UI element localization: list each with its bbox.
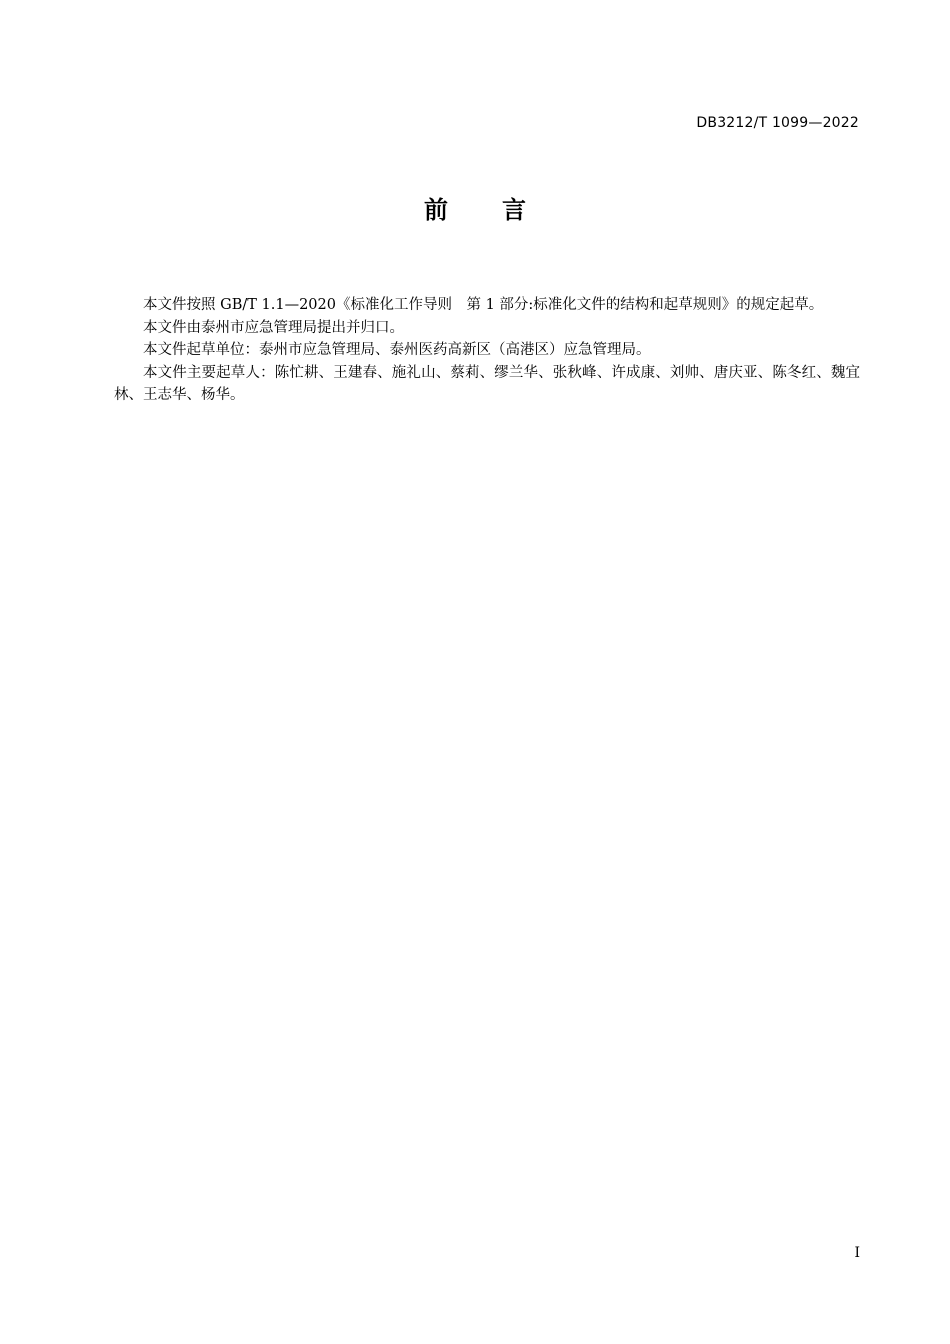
standard-code: DB3212/T 1099—2022	[696, 115, 859, 131]
preface-body	[114, 294, 860, 407]
preface-paragraph-drafting-rules: 本文件按照 GB/T 1.1—2020《标准化工作导则 第 1 部分:标准化文件的结构和起草规则》的规定起草。	[143, 297, 824, 313]
preface-paragraph-proposer: 本文件由泰州市应急管理局提出并归口。	[143, 319, 404, 336]
title-part-2: 言	[502, 196, 526, 224]
page-title	[0, 194, 950, 226]
page-number: I	[854, 1245, 860, 1261]
preface-paragraph-drafters: 本文件主要起草人：陈忙耕、王建春、施礼山、蔡莉、缪兰华、张秋峰、许成康、刘帅、唐庆亚、陈冬红、魏宜林、王志华、杨华。	[114, 364, 860, 403]
preface-paragraph-drafting-units: 本文件起草单位：泰州市应急管理局、泰州医药高新区（高港区）应急管理局。	[143, 342, 651, 358]
title-part-1: 前	[424, 196, 448, 224]
